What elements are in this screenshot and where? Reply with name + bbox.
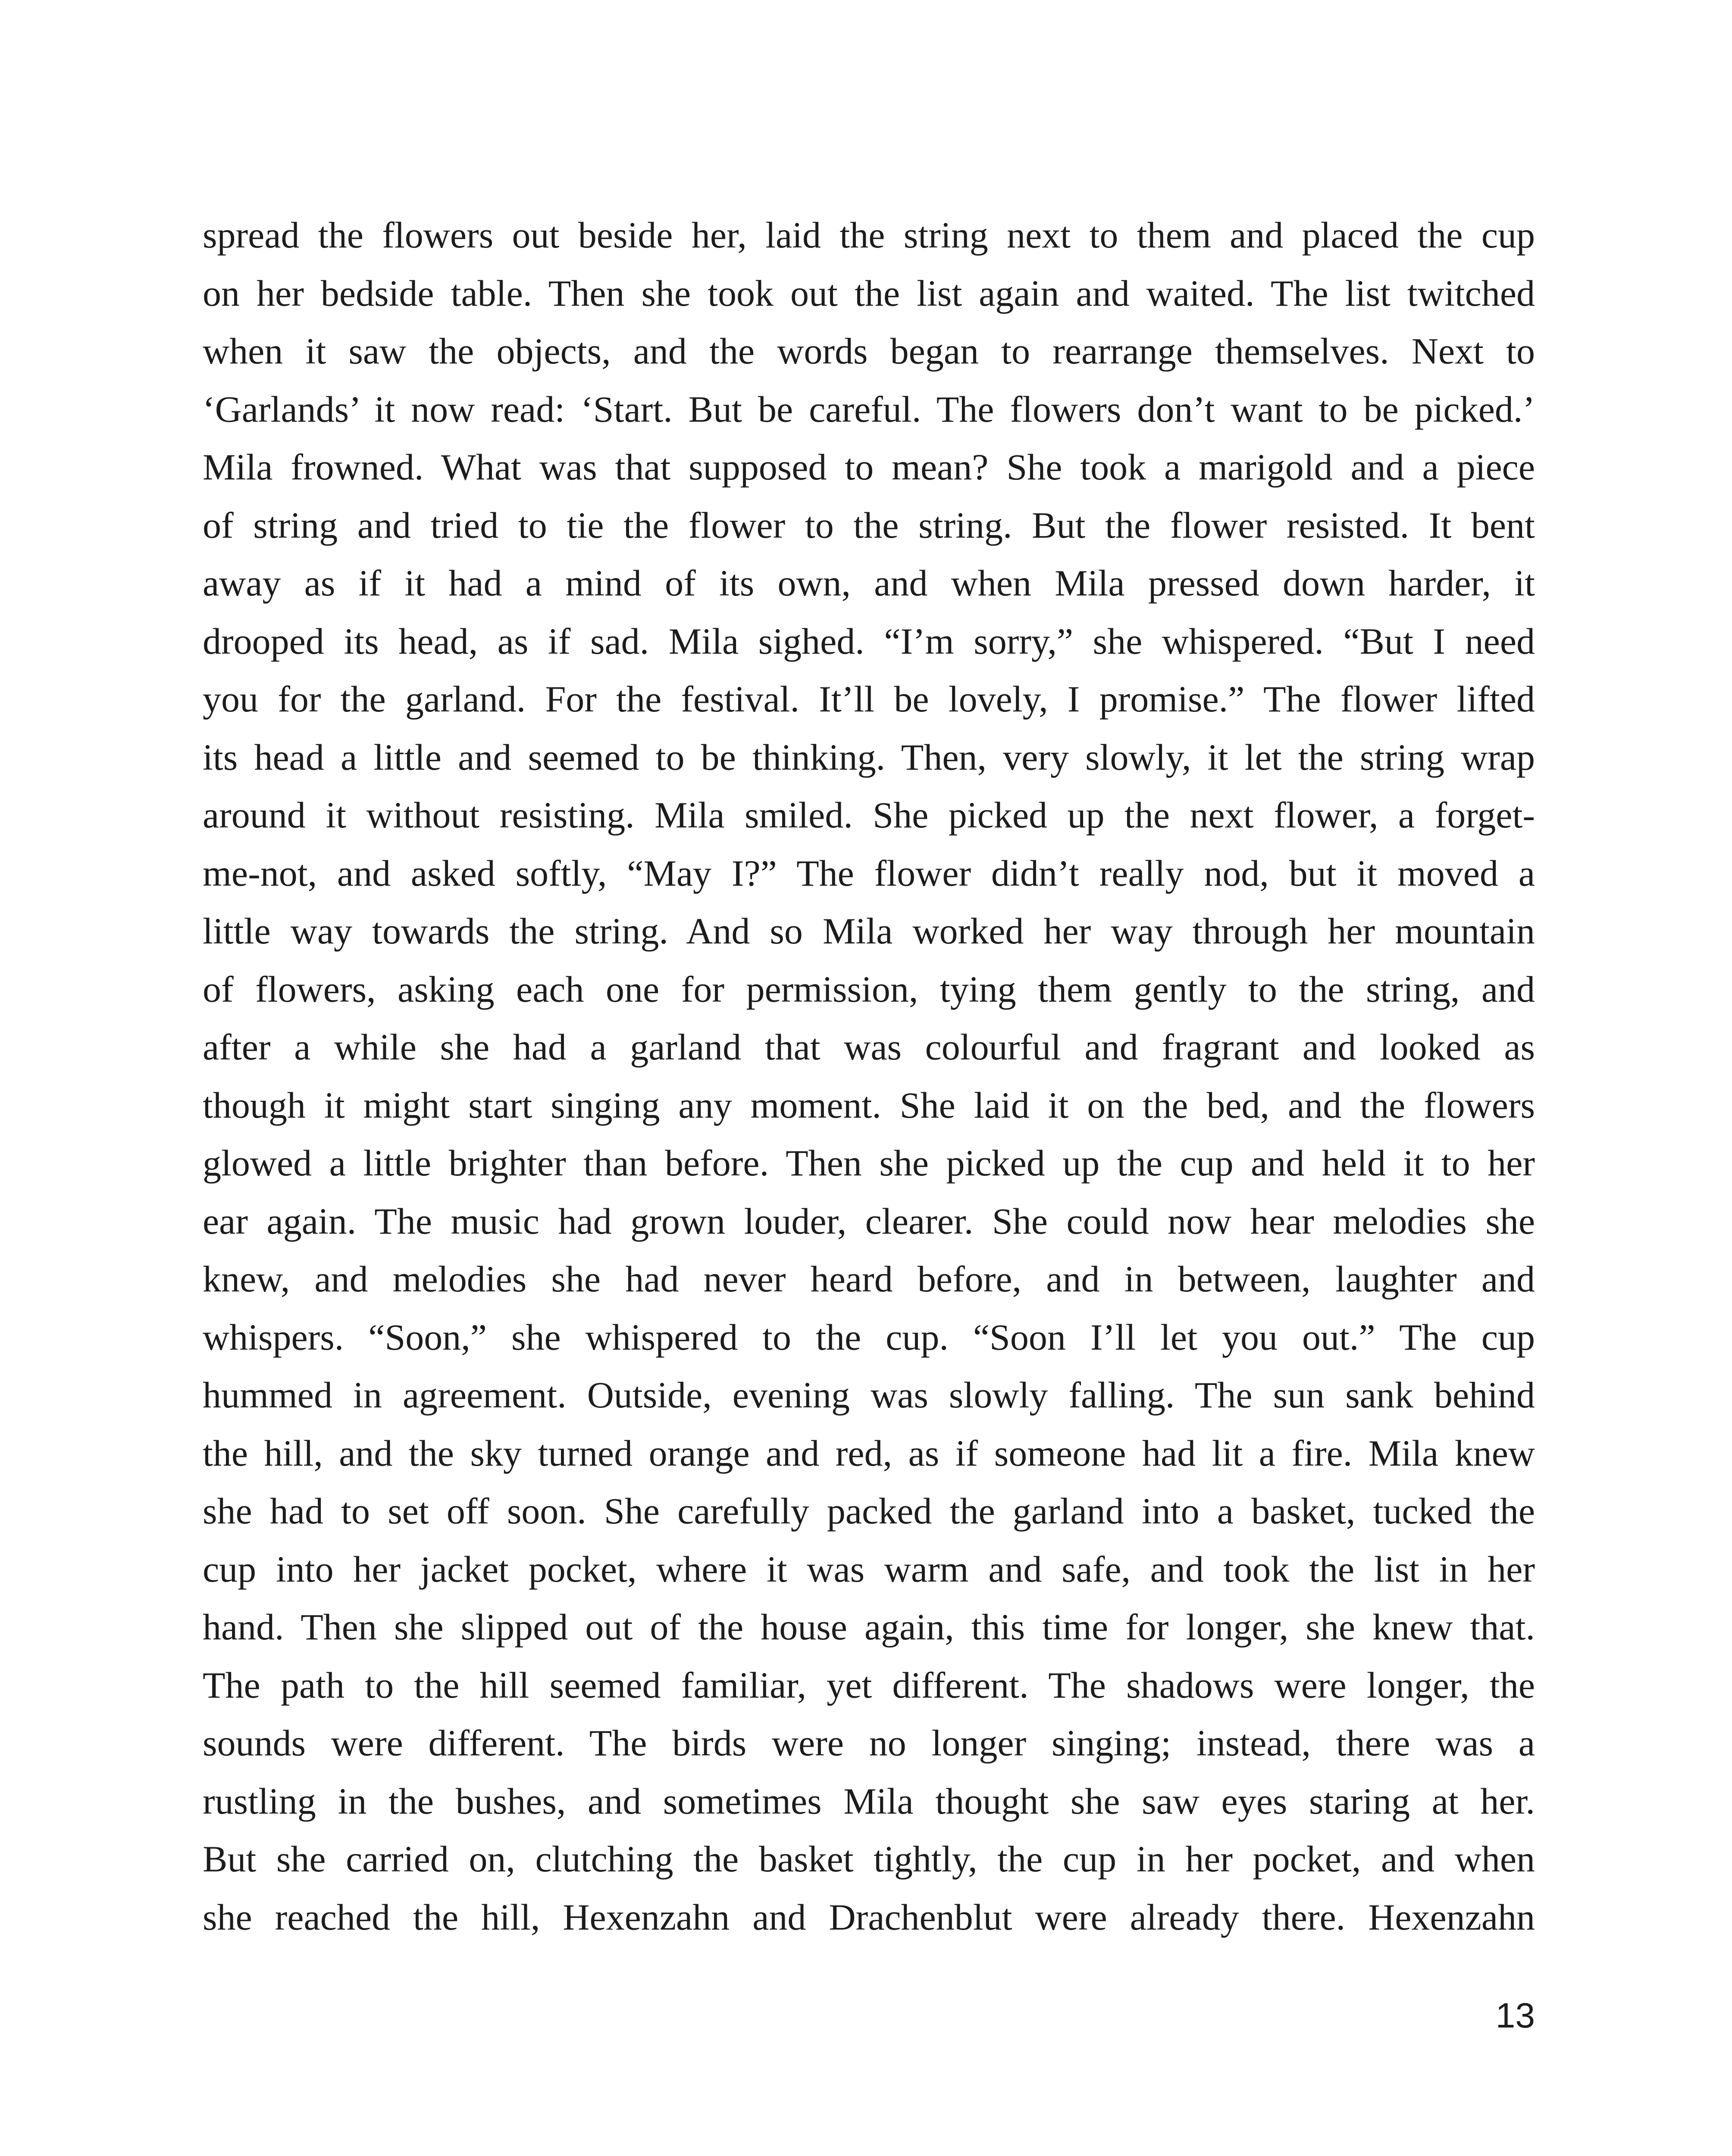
page-number: 13: [1495, 1996, 1535, 2035]
text-line: drooped its head, as if sad. Mila sighed. “I’m sorry,” she whispered. “But I need: [203, 620, 1535, 662]
text-line: hummed in agreement. Outside, evening was slowly falling. The sun sank behind: [203, 1374, 1535, 1416]
text-line: spread the flowers out beside her, laid the string next to them and placed the cup: [203, 214, 1535, 256]
body-text: [203, 206, 1535, 1946]
text-line: little way towards the string. And so Mila worked her way through her mountain: [203, 910, 1535, 952]
text-line: ‘Garlands’ it now read: ‘Start. But be careful. The flowers don’t want to be picked.’: [203, 388, 1535, 430]
text-line: But she carried on, clutching the basket tightly, the cup in her pocket, and when: [203, 1838, 1535, 1880]
text-line: ear again. The music had grown louder, clearer. She could now hear melodies she: [203, 1200, 1535, 1242]
text-line: Mila frowned. What was that supposed to mean? She took a marigold and a piece: [203, 446, 1535, 488]
text-line: she reached the hill, Hexenzahn and Drachenblut were already there. Hexenzahn: [203, 1896, 1535, 1938]
text-line: knew, and melodies she had never heard before, and in between, laughter and: [203, 1258, 1535, 1300]
text-line: of string and tried to tie the flower to the string. But the flower resisted. It bent: [203, 504, 1535, 546]
text-line: though it might start singing any moment. She laid it on the bed, and the flowers: [203, 1084, 1535, 1126]
text-line: of flowers, asking each one for permission, tying them gently to the string, and: [203, 968, 1535, 1010]
text-line: when it saw the objects, and the words began to rearrange themselves. Next to: [203, 330, 1535, 372]
text-line: you for the garland. For the festival. It’ll be lovely, I promise.” The flower lifted: [203, 678, 1535, 720]
text-line: rustling in the bushes, and sometimes Mila thought she saw eyes staring at her.: [203, 1780, 1535, 1822]
text-line: whispers. “Soon,” she whispered to the cup. “Soon I’ll let you out.” The cup: [203, 1316, 1535, 1358]
text-line: glowed a little brighter than before. Then she picked up the cup and held it to her: [203, 1142, 1535, 1184]
text-line: The path to the hill seemed familiar, yet different. The shadows were longer, the: [203, 1664, 1535, 1706]
text-line: on her bedside table. Then she took out the list again and waited. The list twitched: [203, 272, 1535, 314]
text-line: cup into her jacket pocket, where it was warm and safe, and took the list in her: [203, 1548, 1535, 1590]
text-line: its head a little and seemed to be thinking. Then, very slowly, it let the string wrap: [203, 736, 1535, 778]
text-line: away as if it had a mind of its own, and when Mila pressed down harder, it: [203, 562, 1535, 604]
text-line: hand. Then she slipped out of the house again, this time for longer, she knew that.: [203, 1606, 1535, 1648]
text-line: after a while she had a garland that was colourful and fragrant and looked as: [203, 1026, 1535, 1068]
text-line: sounds were different. The birds were no longer singing; instead, there was a: [203, 1722, 1535, 1764]
text-line: the hill, and the sky turned orange and red, as if someone had lit a fire. Mila knew: [203, 1432, 1535, 1474]
text-line: me-not, and asked softly, “May I?” The flower didn’t really nod, but it moved a: [203, 852, 1535, 894]
text-line: she had to set off soon. She carefully packed the garland into a basket, tucked the: [203, 1490, 1535, 1532]
text-line: around it without resisting. Mila smiled. She picked up the next flower, a forget-: [203, 794, 1535, 836]
